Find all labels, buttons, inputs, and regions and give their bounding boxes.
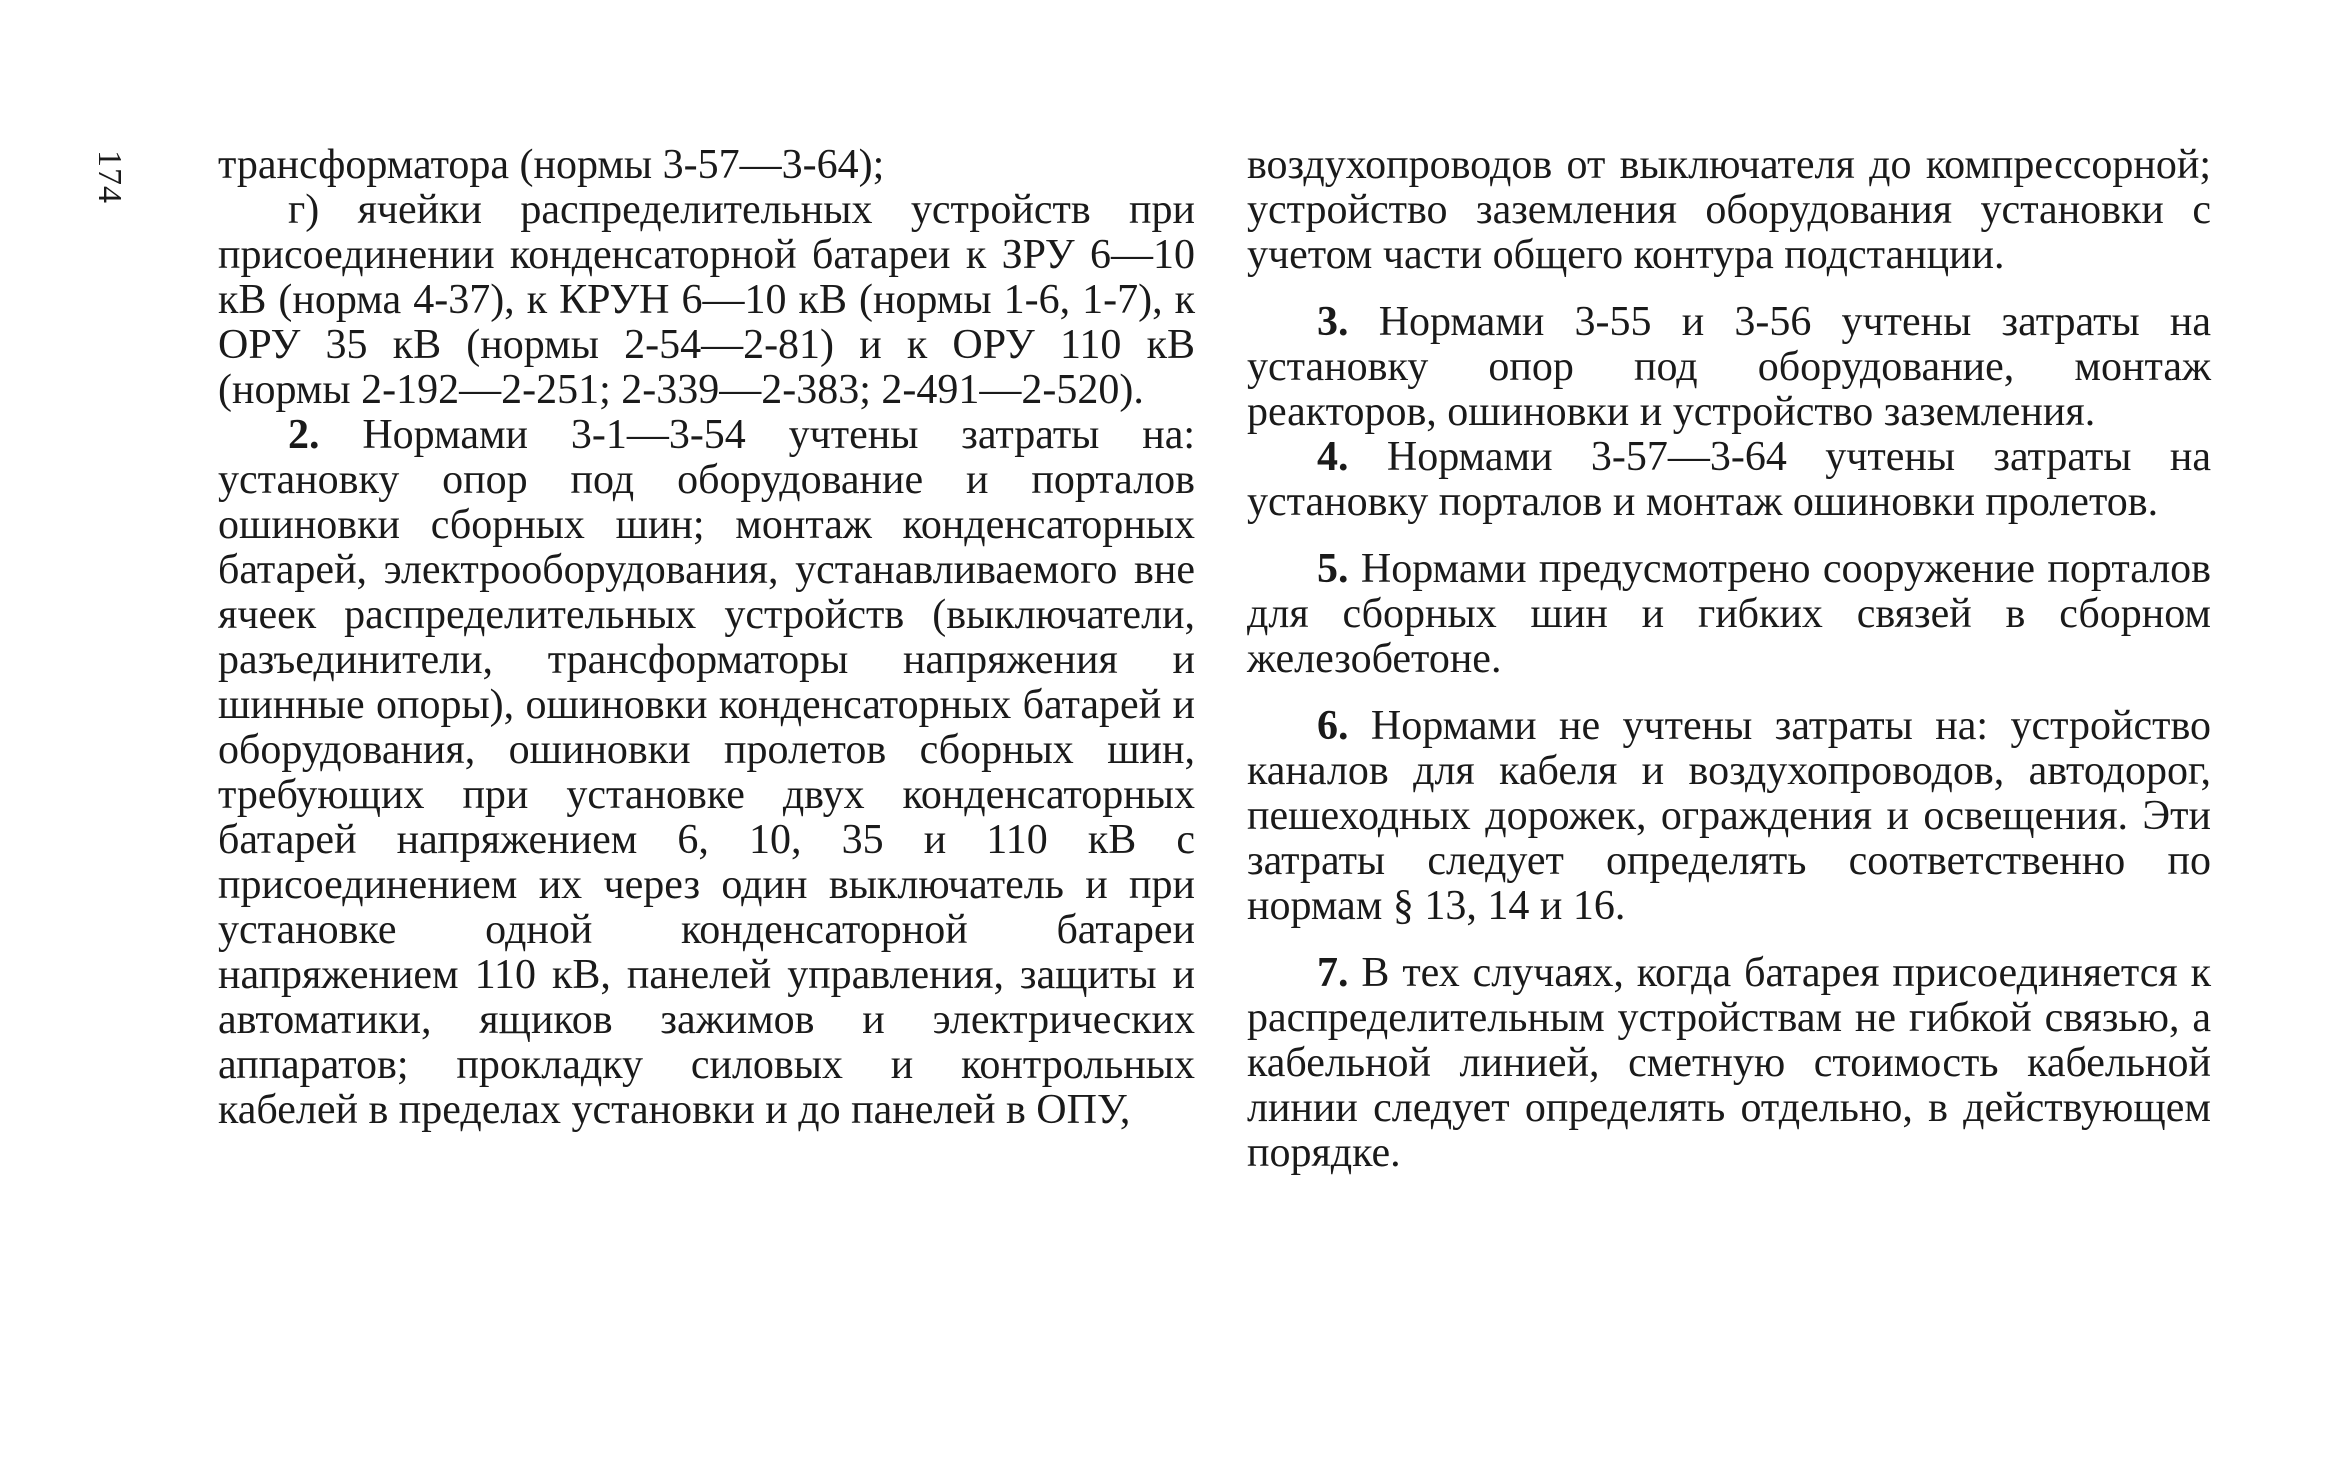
paragraph-7 [1247, 951, 2211, 1176]
page-number: 174 [91, 150, 128, 204]
paragraph-6 [1247, 704, 2211, 929]
paragraph-text: Нормами предусмотрено сооружение порталов для сборных шин и гибких связей в сборном железобетоне. [1247, 546, 2212, 682]
paragraph-text: Нормами 3-1—3-54 учтены затраты на: установку опор под оборудование и порталов ошиновки сборных шин; монтаж конденсаторных батарей, электрооборудования, устанавливаемого вне ячеек распределительных устройств (выключатели, разъединители, трансформаторы напряжения и шинные опоры), ошиновки конденсаторных батарей и оборудования, ошиновки пролетов сборных шин, требующих при установке двух конденсаторных батарей напряжением 6, 10, 35 и 110 кВ с присоединением их через один выключатель и при установке одной конденсаторной батареи напряжением 110 кВ, панелей управления, защиты и автоматики, ящиков зажимов и электрических аппаратов; прокладку силовых и контрольных кабелей в пределах установки и до панелей в ОПУ, [218, 412, 1196, 1133]
paragraph-text: Нормами 3-55 и 3-56 учтены затраты на установку опор под оборудование, монтаж реакторов, ошиновки и устройство заземления. [1247, 299, 2211, 435]
paragraph-2 [218, 413, 1195, 1133]
paragraph-2-continuation: воздухопроводов от выключателя до компрессорной; устройство заземления оборудования установки с учетом части общего контура подстанции. [1247, 142, 2211, 278]
paragraph-text: Нормами 3-57—3-64 учтены затраты на установку порталов и монтаж ошиновки пролетов. [1247, 434, 2212, 525]
paragraph-number: 7. [1317, 950, 1349, 996]
paragraph-text: Нормами не учтены затраты на: устройство каналов для кабеля и воздухопроводов, автодорог, пешеходных дорожек, ограждения и освещения. Эти затраты следует определять соответственно по нормам § 13, 14 и 16. [1247, 703, 2211, 929]
left-column [218, 143, 1195, 1133]
paragraph-number: 5. [1317, 546, 1349, 592]
paragraph-number: 6. [1317, 703, 1349, 749]
paragraph-5 [1247, 547, 2211, 682]
paragraph-item-g: г) ячейки распределительных устройств при присоединении конденсаторной батареи к ЗРУ 6—10 кВ (норма 4-37), к КРУН 6—10 кВ (нормы 1-6, 1-7), к ОРУ 35 кВ (нормы 2-54—2-81) и к ОРУ 110 кВ (нормы 2-192—2-251; 2-339—2-383; 2-491—2-520). [218, 187, 1195, 413]
paragraph-4 [1247, 435, 2211, 525]
paragraph-number: 4. [1317, 434, 1349, 480]
paragraph-number: 2. [288, 412, 320, 458]
paragraph-number: 3. [1317, 299, 1349, 345]
paragraph-text: В тех случаях, когда батарея присоединяется к распределительным устройствам не гибкой связью, а кабельной линией, сметную стоимость кабельной линии следует определять отдельно, в действующем порядке. [1247, 950, 2211, 1176]
paragraph-3 [1247, 300, 2211, 435]
right-column [1247, 143, 2211, 1176]
paragraph-transformer-continuation: трансформатора (нормы 3-57—3-64); [218, 142, 885, 188]
